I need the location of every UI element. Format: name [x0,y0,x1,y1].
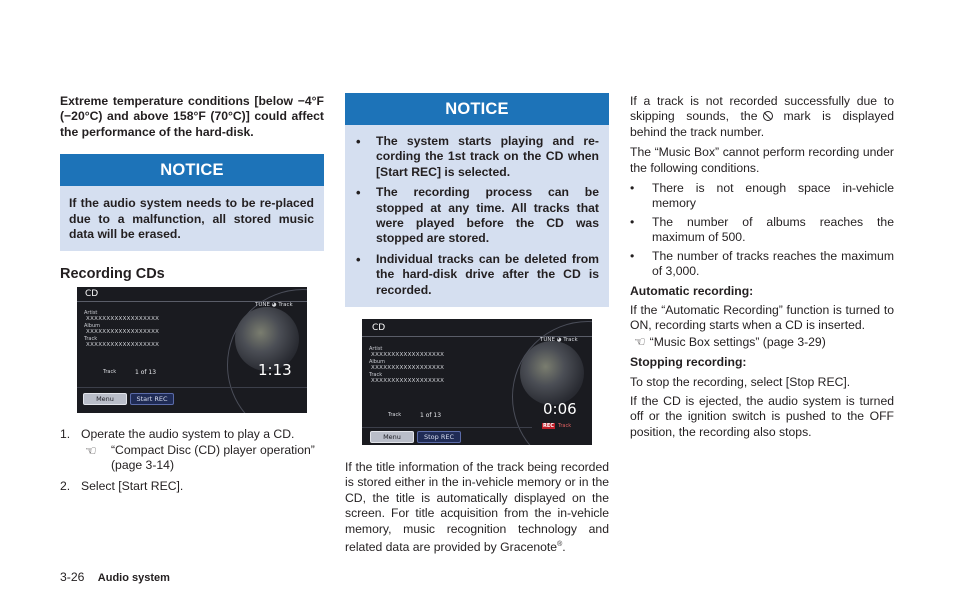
artist-label: Artist [84,310,98,317]
tune-label: TUNE [540,337,555,344]
auto-recording-reference [630,334,894,350]
skip-text-after: mark is displayed behind the track number. [630,109,894,139]
step-number: 2. [60,478,71,493]
prohibited-icon [763,111,773,121]
tune-dial-icon: ◕ [271,302,277,309]
tune-dial-icon: ◕ [556,337,562,344]
auto-recording-heading: Automatic recording: [630,284,754,299]
notice-item: • The recording process can be stopped at any time. All tracks that were played before the CD was stopped are stored. [354,185,599,247]
step-item [60,427,324,473]
column-left [60,93,324,499]
tune-mode: Track [563,337,578,344]
stop-rec-button[interactable]: Stop REC [417,431,461,443]
stop-recording-heading: Stopping recording: [630,355,747,370]
screen-stop-rec [362,319,592,445]
reference-text: “Music Box settings” (page 3-29) [649,334,826,349]
notice-box-middle [345,93,609,307]
screen-title: CD [85,289,99,300]
condition-item: • There is not enough space in-vehicle memory [630,181,894,212]
paragraph-period: . [562,540,566,555]
registered-mark: ® [557,541,563,549]
column-right [630,93,894,440]
cannot-record-paragraph: The “Music Box” cannot perform recording under the following conditions. [630,145,894,175]
track-value: XXXXXXXXXXXXXXXXXX [86,342,160,349]
reference-text: “Compact Disc (CD) player operation” (page 3-14) [111,442,315,473]
stop-recording-text: To stop the recording, select [Stop REC]. [630,374,851,389]
start-rec-button[interactable]: Start REC [130,393,174,405]
screen-start-rec [77,287,307,413]
menu-button[interactable]: Menu [83,393,127,405]
album-label: Album [369,359,386,366]
screen-bottom-divider [77,387,307,388]
column-middle [345,93,609,556]
condition-item: • The number of albums reaches the maximum of 500. [630,215,894,246]
notice-title: NOTICE [345,93,609,125]
temperature-warning: Extreme temperature conditions [below −4°F (−20°C) and above 158°F (70°C)] could affect the performance of the hard-disk. [60,94,324,139]
skip-text-before: If a track is not recorded successfully due to skipping sounds, the [630,94,894,124]
artist-value: XXXXXXXXXXXXXXXXXX [371,352,445,359]
step-number: 1. [60,427,71,442]
gracenote-text: If the title information of the track being recorded is stored either in the in-vehicle memory or in the CD, the title is automatically displayed on the screen. For title acquisition from the in-vehicle memory, music recognition technology and related data are provided by Gracenote [345,460,609,555]
section-name: Audio system [97,572,170,584]
screen-bottom-divider [362,427,532,428]
tune-mode: Track [278,302,293,309]
section-heading-recording-cds: Recording CDs [60,266,165,283]
track-counter: 1 of 13 [420,412,442,420]
step-reference [81,443,324,474]
track-value: XXXXXXXXXXXXXXXXXX [371,378,445,385]
tune-label: TUNE [255,302,270,309]
auto-recording-text: If the “Automatic Recording” function is turned to ON, recording starts when a CD is inserted. [630,302,894,333]
playback-time: 0:06 [543,400,577,419]
condition-item: • The number of tracks reaches the maximum of 3,000. [630,249,894,280]
notice-text: If the audio system needs to be re-placed due to a malfunction, all stored music data will be erased. [69,196,314,242]
step-text: Select [Start REC]. [81,478,184,493]
artist-value: XXXXXXXXXXXXXXXXXX [86,316,160,323]
pointing-hand-icon: ☜ [85,442,97,458]
notice-item: • The system starts playing and re-cording the 1st track on the CD when [Start REC] is selected. [354,134,599,180]
skip-paragraph [630,94,894,140]
page-number: 3-26 [60,570,85,584]
rec-track-label: Track [558,423,572,430]
step-text: Operate the audio system to play a CD. [81,427,295,442]
eject-paragraph: If the CD is ejected, the audio system is turned off or the ignition switch is pushed to the OFF position, the recording also stops. [630,393,894,439]
pointing-hand-icon: ☜ [634,333,646,349]
steps-list [60,427,324,494]
cd-disc-icon [520,341,584,405]
album-value: XXXXXXXXXXXXXXXXXX [86,329,160,336]
rec-badge: REC [543,423,554,430]
track-counter-label: Track [388,412,402,419]
album-label: Album [84,323,101,330]
notice-title: NOTICE [60,154,324,186]
track-label: Track [369,372,383,379]
gracenote-paragraph [345,460,609,556]
notice-list [354,134,599,298]
page-footer [60,570,170,584]
album-value: XXXXXXXXXXXXXXXXXX [371,365,445,372]
menu-button[interactable]: Menu [370,431,414,443]
step-item [60,479,324,494]
track-label: Track [84,336,98,343]
track-counter: 1 of 13 [135,369,157,377]
screen-title: CD [372,323,386,334]
notice-box-left [60,154,324,251]
artist-label: Artist [369,346,383,353]
track-counter-label: Track [103,369,117,376]
playback-time: 1:13 [258,361,292,380]
conditions-list [630,181,894,279]
notice-item: • Individual tracks can be deleted from the hard-disk drive after the CD is recorded. [354,252,599,298]
